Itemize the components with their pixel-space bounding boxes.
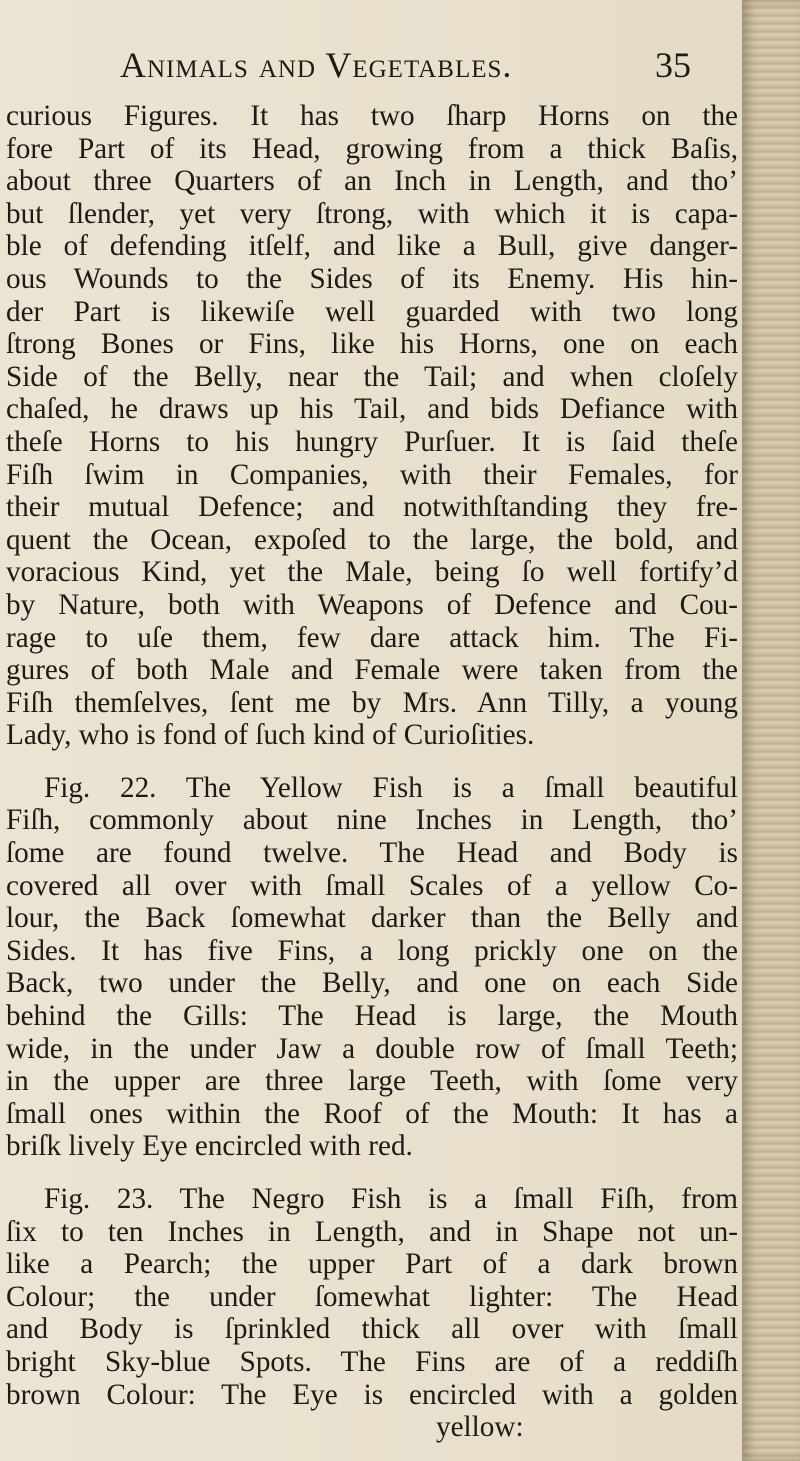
text-line: briſk lively Eye encircled with red. xyxy=(6,1130,413,1163)
text-line: voracious Kind, yet the Male, being ſo well fortify’d xyxy=(6,556,738,589)
text-line: gures of both Male and Female were taken from the xyxy=(6,654,738,687)
text-line: chaſed, he draws up his Tail, and bids Defiance with xyxy=(6,393,738,426)
text-line: ble of defending itſelf, and like a Bull, give danger- xyxy=(6,230,738,263)
page-number: 35 xyxy=(655,45,691,85)
text-line: ſmall ones within the Roof of the Mouth: It has a xyxy=(6,1097,738,1130)
text-line: and Body is ſprinkled thick all over with ſmall xyxy=(6,1313,738,1346)
paragraph-gap xyxy=(6,1163,738,1183)
paragraph-3 xyxy=(6,1183,738,1444)
text-line: but ſlender, yet very ſtrong, with which it is capa- xyxy=(6,197,738,230)
text-line: rage to uſe them, few dare attack him. The Fi- xyxy=(6,621,738,654)
paragraph-gap xyxy=(6,752,738,772)
running-head-title: Animals and Vegetables. xyxy=(120,45,513,85)
text-line: yellow: xyxy=(436,1411,524,1444)
text-line: curious Figures. It has two ſharp Horns on the xyxy=(6,100,738,132)
text-line: Back, two under the Belly, and one on each Side xyxy=(6,967,738,1000)
text-line: lour, the Back ſomewhat darker than the Belly and xyxy=(6,902,738,935)
text-line: wide, in the under Jaw a double row of ſmall Teeth; xyxy=(6,1032,738,1065)
text-line: Lady, who is fond of ſuch kind of Curioſities. xyxy=(6,719,535,752)
text-line: Fiſh, commonly about nine Inches in Length, tho’ xyxy=(6,804,738,837)
text-line: Fig. 22. The Yellow Fish is a ſmall beautiful xyxy=(44,771,738,804)
text-line: like a Pearch; the upper Part of a dark brown xyxy=(6,1248,738,1281)
text-line: ſix to ten Inches in Length, and in Shape not un- xyxy=(6,1215,738,1248)
text-line: quent the Ocean, expoſed to the large, the bold, and xyxy=(6,523,738,556)
text-line: Side of the Belly, near the Tail; and when cloſely xyxy=(6,360,738,393)
paragraph-1 xyxy=(6,100,738,752)
text-line: Colour; the under ſomewhat lighter: The Head xyxy=(6,1280,738,1313)
running-head xyxy=(0,44,742,94)
text-line: ſome are found twelve. The Head and Body is xyxy=(6,837,738,870)
text-line: covered all over with ſmall Scales of a yellow Co- xyxy=(6,869,738,902)
text-line: by Nature, both with Weapons of Defence and Cou- xyxy=(6,588,738,621)
text-line: behind the Gills: The Head is large, the Mouth xyxy=(6,1000,738,1033)
text-line: theſe Horns to his hungry Purſuer. It is ſaid theſe xyxy=(6,425,738,458)
text-line: der Part is likewiſe well guarded with two long xyxy=(6,295,738,328)
text-line: their mutual Defence; and notwithſtanding they fre- xyxy=(6,491,738,524)
text-line: ous Wounds to the Sides of its Enemy. His hin- xyxy=(6,262,738,295)
text-line: brown Colour: The Eye is encircled with a golden xyxy=(6,1378,738,1411)
text-line: Fiſh themſelves, ſent me by Mrs. Ann Tilly, a young xyxy=(6,686,738,719)
text-line: Sides. It has five Fins, a long prickly one on the xyxy=(6,934,738,967)
text-line: bright Sky-blue Spots. The Fins are of a reddiſh xyxy=(6,1345,738,1378)
body-text xyxy=(6,100,738,1444)
page-edge-shadow xyxy=(742,0,800,1461)
text-line: in the upper are three large Teeth, with ſome very xyxy=(6,1065,738,1098)
paragraph-2 xyxy=(6,772,738,1163)
text-line: Fiſh ſwim in Companies, with their Females, for xyxy=(6,458,738,491)
text-line: fore Part of its Head, growing from a thick Baſis, xyxy=(6,132,738,165)
text-line: ſtrong Bones or Fins, like his Horns, one on each xyxy=(6,328,738,361)
text-line: Fig. 23. The Negro Fish is a ſmall Fiſh, from xyxy=(44,1183,738,1215)
text-line: about three Quarters of an Inch in Length, and tho’ xyxy=(6,165,738,198)
